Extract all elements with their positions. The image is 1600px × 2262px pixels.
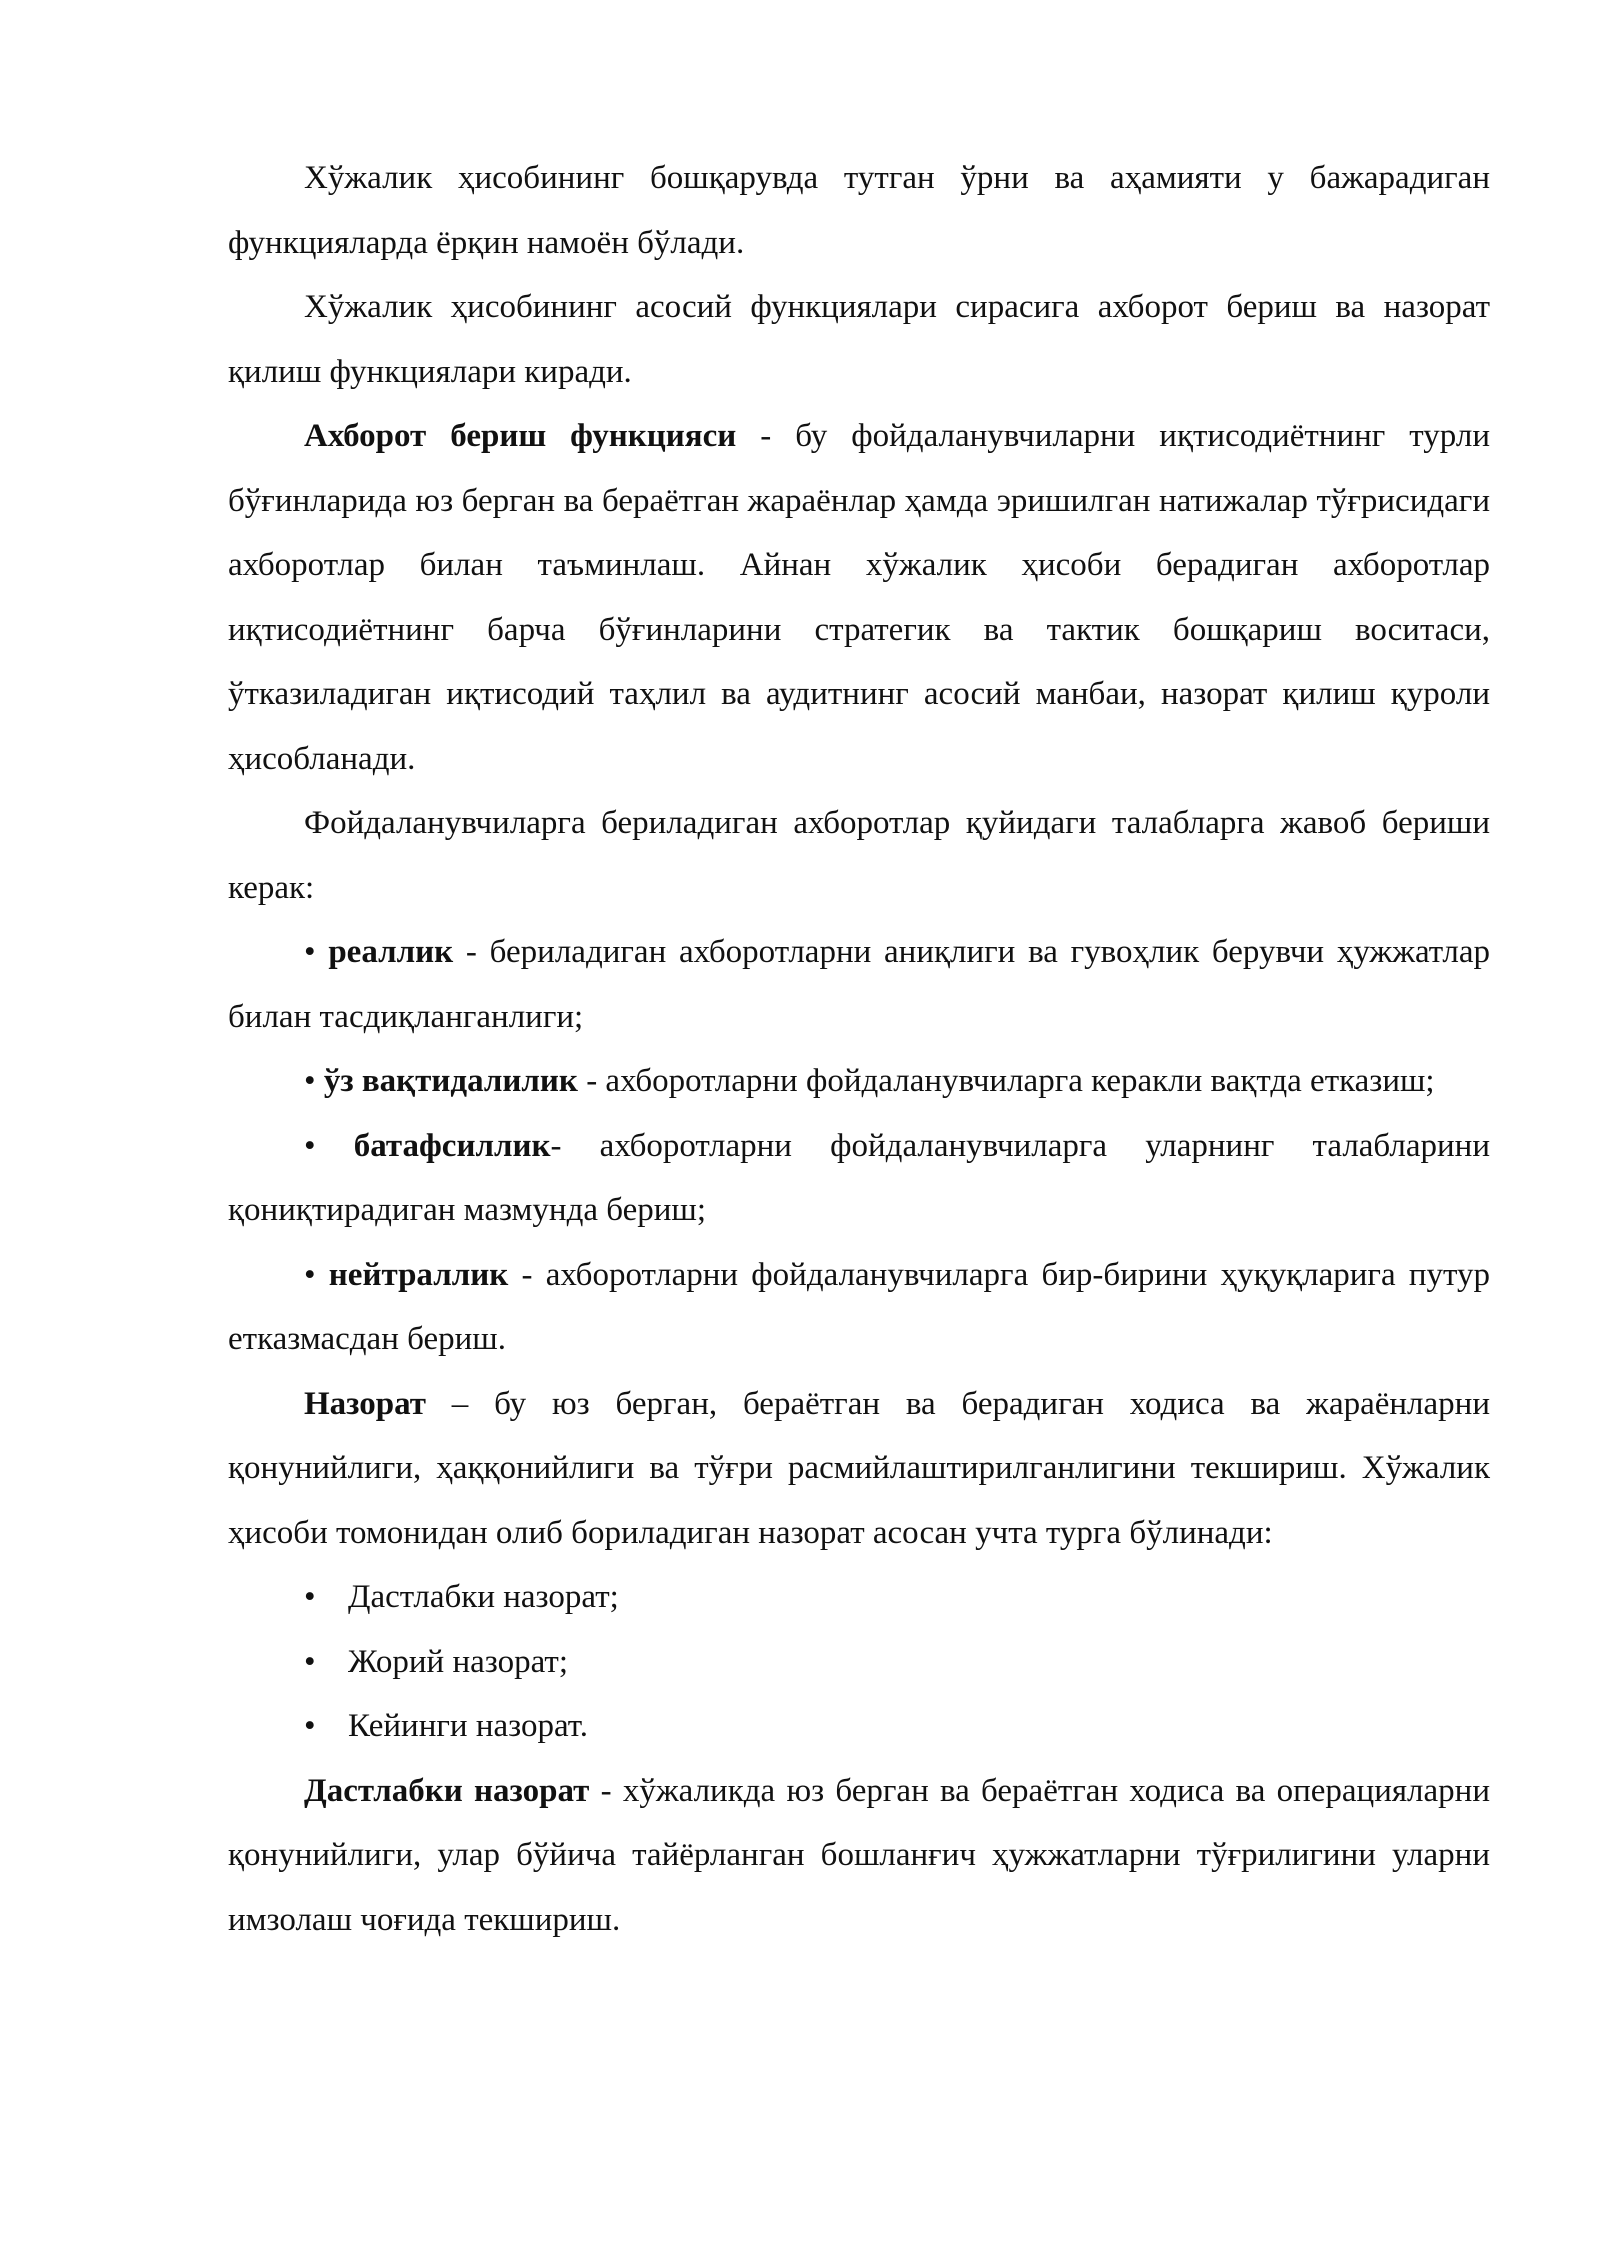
- info-function-text: - бу фойдаланувчиларни иқтисодиётнинг турли бўғинларида юз берган ва бераётган жараёнлар ҳамда эришилган натижалар тўғрисидаги ахборотлар билан таъминлаш. Айнан хўжалик ҳисоби берадиган ахборотлар иқтисодиётнинг барча бўғинларини стратегик ва тактик бошқариш воситаси, ўтказиладиган иқтисодий таҳлил ва аудитнинг асосий манбаи, назорат қилиш қуроли ҳисобланади.: [228, 418, 1490, 777]
- requirement-term: нейтраллик: [328, 1256, 509, 1293]
- requirement-item: [228, 1243, 1490, 1372]
- control-text: – бу юз берган, бераётган ва берадиган ходиса ва жараёнларни қонунийлиги, ҳаққонийлиги ва тўғри расмийлаштирилганлигини текшириш. Хўжалик ҳисоби томонидан олиб бориладиган назорат асосан учта турга бўлинади:: [228, 1385, 1490, 1551]
- requirement-item: [228, 1049, 1490, 1114]
- paragraph-2: Хўжалик ҳисобининг асосий функциялари сирасига ахборот бериш ва назорат қилиш функциялари киради.: [228, 289, 1490, 390]
- paragraph-info-function: [228, 404, 1490, 791]
- requirement-text: - бериладиган ахборотларни аниқлиги ва гувоҳлик берувчи ҳужжатлар билан тасдиқланганлиги;: [228, 934, 1490, 1035]
- preliminary-control-text: - хўжаликда юз берган ва бераётган ходиса ва операцияларни қонунийлиги, улар бўйича тайёрланган бошланғич ҳужжатларни тўғрилигини уларни имзолаш чоғида текшириш.: [228, 1772, 1490, 1938]
- list-item: • Кейинги назорат.: [228, 1694, 1490, 1759]
- paragraph-1: Хўжалик ҳисобининг бошқарувда тутган ўрни ва аҳамияти у бажарадиган функцияларда ёрқин намоён бўлади.: [228, 160, 1490, 261]
- requirement-term: батафсиллик: [353, 1127, 551, 1164]
- list-item: • Жорий назорат;: [228, 1630, 1490, 1695]
- requirement-text: - ахборотларни фойдаланувчиларга уларнинг талабларини қониқтирадиган мазмунда бериш;: [228, 1127, 1490, 1228]
- term-info-function: Ахборот бериш функцияси: [304, 418, 737, 454]
- requirement-text: - ахборотларни фойдаланувчиларга керакли вақтда етказиш;: [577, 1063, 1435, 1099]
- term-preliminary-control: Дастлабки назорат: [304, 1772, 590, 1809]
- bullet-icon: •: [304, 1063, 324, 1099]
- requirement-term: ўз вақтидалилик: [323, 1063, 578, 1099]
- document-body: [228, 146, 1490, 1952]
- list-item: • Дастлабки назорат;: [228, 1565, 1490, 1630]
- bullet-icon: •: [304, 934, 329, 970]
- bullet-icon: •: [304, 1256, 329, 1293]
- control-types-list: [228, 1565, 1490, 1759]
- paragraph-requirements-intro: Фойдаланувчиларга бериладиган ахборотлар қуйидаги талабларга жавоб бериши керак:: [228, 805, 1490, 906]
- paragraph-preliminary-control: [228, 1759, 1490, 1953]
- requirement-item: [228, 1114, 1490, 1243]
- requirement-item: [228, 920, 1490, 1049]
- bullet-icon: •: [304, 1127, 354, 1164]
- paragraph-control: [228, 1372, 1490, 1566]
- requirement-text: - ахборотларни фойдаланувчиларга бир-бирини ҳуқуқларига путур етказмасдан бериш.: [228, 1256, 1490, 1357]
- requirement-term: реаллик: [328, 934, 454, 970]
- term-control: Назорат: [304, 1385, 426, 1422]
